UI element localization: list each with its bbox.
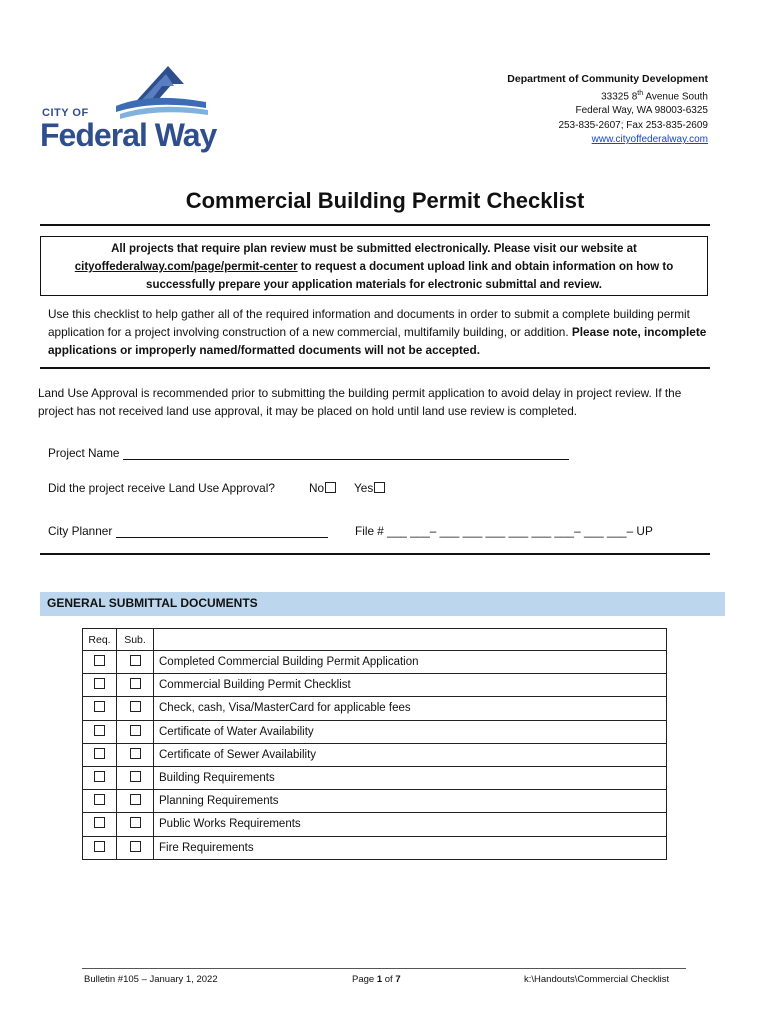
- notice-line-2-text: to request a document upload link and obtain information on how to: [297, 261, 674, 273]
- page-total: 7: [395, 974, 401, 985]
- address-street: Avenue South: [643, 90, 708, 102]
- department-name: Department of Community Development: [507, 73, 708, 85]
- req-checkbox[interactable]: [94, 655, 105, 666]
- item-label: Check, cash, Visa/MasterCard for applicable fees: [154, 697, 667, 720]
- intro-paragraph: [48, 305, 708, 359]
- project-name-field[interactable]: [123, 447, 569, 460]
- city-line: Federal Way, WA 98003-6325: [575, 105, 708, 117]
- req-cell: [83, 766, 117, 789]
- footer-rule: [82, 968, 686, 969]
- item-label: Certificate of Sewer Availability: [154, 743, 667, 766]
- intro-warning: Please note, incomplete applications or improperly named/formatted documents will not be accepted.: [48, 325, 707, 357]
- yes-checkbox[interactable]: [374, 482, 385, 493]
- item-label: Certificate of Water Availability: [154, 720, 667, 743]
- sub-checkbox[interactable]: [130, 655, 141, 666]
- footer-page: [352, 974, 401, 985]
- table-row: [83, 697, 667, 720]
- sub-checkbox[interactable]: [130, 678, 141, 689]
- project-name-label: Project Name: [48, 446, 120, 460]
- sub-cell: [117, 674, 154, 697]
- file-number-row[interactable]: [355, 524, 653, 538]
- sub-checkbox[interactable]: [130, 771, 141, 782]
- col-req-header: Req.: [83, 629, 117, 651]
- req-cell: [83, 836, 117, 859]
- land-use-yes-option[interactable]: [354, 481, 385, 495]
- req-checkbox[interactable]: [94, 678, 105, 689]
- req-cell: [83, 813, 117, 836]
- req-checkbox[interactable]: [94, 725, 105, 736]
- intro-rule: [40, 367, 710, 369]
- table-row: [83, 674, 667, 697]
- contact-block: [408, 72, 708, 148]
- city-planner-field[interactable]: [116, 525, 328, 538]
- no-label: No: [309, 481, 325, 495]
- item-label: Building Requirements: [154, 766, 667, 789]
- item-label: Public Works Requirements: [154, 813, 667, 836]
- footer-bulletin: Bulletin #105 – January 1, 2022: [84, 974, 218, 985]
- sub-checkbox[interactable]: [130, 701, 141, 712]
- notice-line-2: [41, 258, 707, 276]
- sub-checkbox[interactable]: [130, 725, 141, 736]
- city-logo: [40, 62, 220, 154]
- sub-cell: [117, 790, 154, 813]
- sub-checkbox[interactable]: [130, 748, 141, 759]
- table-row: [83, 743, 667, 766]
- sub-checkbox[interactable]: [130, 817, 141, 828]
- sub-cell: [117, 766, 154, 789]
- sub-cell: [117, 813, 154, 836]
- land-use-question-label: Did the project receive Land Use Approval?: [48, 481, 275, 495]
- col-sub-header: Sub.: [117, 629, 154, 651]
- sub-checkbox[interactable]: [130, 794, 141, 805]
- sub-cell: [117, 697, 154, 720]
- table-header-row: [83, 629, 667, 651]
- table-row: [83, 766, 667, 789]
- req-cell: [83, 720, 117, 743]
- website-link[interactable]: www.cityoffederalway.com: [591, 134, 708, 146]
- sub-checkbox[interactable]: [130, 841, 141, 852]
- sub-cell: [117, 651, 154, 674]
- req-cell: [83, 674, 117, 697]
- file-number-pattern[interactable]: ___ ___– ___ ___ ___ ___ ___ ___– ___ ___– UP: [387, 524, 653, 538]
- table-row: [83, 836, 667, 859]
- sub-cell: [117, 743, 154, 766]
- file-label: File #: [355, 524, 384, 538]
- city-planner-row: [48, 524, 328, 538]
- form-rule: [40, 553, 710, 555]
- req-checkbox[interactable]: [94, 701, 105, 712]
- req-cell: [83, 743, 117, 766]
- no-checkbox[interactable]: [325, 482, 336, 493]
- req-cell: [83, 651, 117, 674]
- item-label: Commercial Building Permit Checklist: [154, 674, 667, 697]
- logo-city-of: CITY OF: [42, 107, 89, 119]
- permit-center-link[interactable]: cityoffederalway.com/page/permit-center: [74, 261, 298, 273]
- land-use-no-option[interactable]: [309, 481, 336, 495]
- sub-cell: [117, 720, 154, 743]
- address-ordinal: th: [637, 89, 644, 97]
- sub-cell: [117, 836, 154, 859]
- req-checkbox[interactable]: [94, 817, 105, 828]
- land-use-note: Land Use Approval is recommended prior to submitting the building permit application to avoid delay in project review. If the project has not received land use approval, it may be placed on hold until land use review is completed.: [38, 386, 682, 418]
- section-title: GENERAL SUBMITTAL DOCUMENTS: [47, 596, 258, 610]
- table-row: [83, 813, 667, 836]
- intro-text: Use this checklist to help gather all of the required information and documents in order to submit a complete building permit application for a project involving construction of a new commercial, multifamily building, or addition.: [48, 307, 690, 339]
- table-row: [83, 720, 667, 743]
- table-row: [83, 651, 667, 674]
- req-checkbox[interactable]: [94, 841, 105, 852]
- req-cell: [83, 697, 117, 720]
- page-number: 1: [376, 974, 383, 985]
- title-rule: [40, 224, 710, 226]
- notice-line-1: All projects that require plan review must be submitted electronically. Please visit our website at: [111, 243, 637, 255]
- table-row: [83, 790, 667, 813]
- wave-mountain-logo-icon: [110, 62, 210, 122]
- item-label: Completed Commercial Building Permit Application: [154, 651, 667, 674]
- logo-federal-way: Federal Way: [40, 117, 217, 153]
- phone-line: 253-835-2607; Fax 253-835-2609: [558, 119, 708, 131]
- general-submittal-table: [82, 628, 667, 860]
- footer-path: k:\Handouts\Commercial Checklist: [524, 974, 670, 985]
- notice-line-3: successfully prepare your application materials for electronic submittal and review.: [146, 279, 602, 291]
- project-name-row: [48, 446, 569, 460]
- city-planner-label: City Planner: [48, 524, 113, 538]
- item-label: Fire Requirements: [154, 836, 667, 859]
- col-item-header: [154, 629, 667, 651]
- page-prefix: Page: [352, 974, 377, 985]
- page-of: of: [382, 974, 396, 985]
- address-number: 33325 8: [601, 90, 638, 102]
- page-title: Commercial Building Permit Checklist: [185, 188, 585, 213]
- yes-label: Yes: [354, 481, 374, 495]
- address-line: [408, 87, 708, 105]
- req-checkbox[interactable]: [94, 794, 105, 805]
- req-checkbox[interactable]: [94, 748, 105, 759]
- item-label: Planning Requirements: [154, 790, 667, 813]
- land-use-question-row: [48, 481, 275, 495]
- req-checkbox[interactable]: [94, 771, 105, 782]
- req-cell: [83, 790, 117, 813]
- electronic-submittal-notice: [40, 236, 708, 296]
